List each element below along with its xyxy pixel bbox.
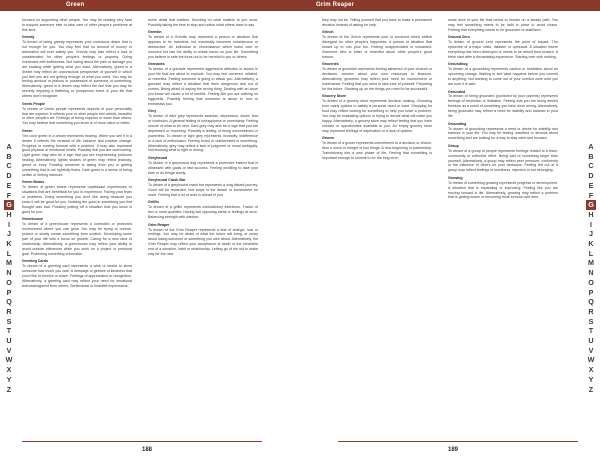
entry-term: Grenades [148, 62, 165, 67]
entry-term: Greyhound [148, 155, 168, 160]
alpha-letter-u: U [6, 336, 12, 346]
header-bar [300, 0, 600, 11]
dictionary-entry [322, 18, 432, 28]
alphabet-index [586, 142, 596, 394]
alpha-letter-t: T [588, 326, 594, 336]
entry-definition: To dream of being greedy represents your conscious desire that is not enough for you. You may feel that no amount of money or admiration will ever satisfy you. Greedy may also reflect a lack of consideration for other people's feelings or property. Going overboard with selfishness. Not caring about the pain or damage you are causing while getting what you want. Alternatively, greed in a dream may reflect an unconscious perspective of yourself in which you feel you are not getting enough of what you need. You may be feeling anxious or jealous or possessive of someone or something. Alternatively, greed in a dream may reflect the fact that you may be secretly enjoying a flattering or prosperous event in your life that others don't recognize. [22, 40, 132, 99]
dictionary-entry [22, 180, 132, 214]
dictionary-entry [22, 18, 132, 33]
entry-term: Greyhound Crash Bar [148, 178, 186, 183]
text-column-1 [22, 18, 132, 291]
entry-term: Grocery Store [322, 94, 346, 99]
dictionary-entry [148, 223, 258, 257]
entry-definition: To dream of the Grinch represents your or someone else's selfish disregard for other people's happiness. A person or situation that shows up to ruin your fun. Feeling unappreciated or unwanted. Someone who is bitter or resentful about other people's good fortune. [322, 35, 432, 59]
entry-definition: To dream of a Gremlin may represent a person or situation that appears to be harmless, but eventually becomes mischievous or destructive. An individual or circumstance which looks cute or innocent but has the ability to wreak havoc on your life. Something you believe is safe but turns out to be harmful to you or others. [148, 35, 258, 59]
dictionary-entry [148, 156, 258, 176]
alpha-letter-r: R [6, 306, 12, 316]
entry-definition: To dream of a grenade represents aggressive attitudes or issues in your life that are about to explode. You may feel cornered, irritated, or resentful. Feeling someone is going to attack you. Alternatively, a grenade may reflect a situation that feels dangerous and out of control. Being afraid of saying the wrong thing. Dealing with an issue you know will cause a lot of conflict. Feeling like you are walking on eggshells. Possibly feeling that someone is about to hurt or embarrass you. [148, 67, 258, 106]
alpha-letter-s: S [6, 316, 12, 326]
entry-definition: To dream of a groundhog represents caution or hesitation about an upcoming change. Waiting to see what happens before you commit to anything. Not wanting to come out of your comfort zone until you are sure it is safe. [448, 67, 558, 87]
entry-term: Grounding [448, 121, 467, 126]
dictionary-entry [22, 102, 132, 127]
entry-definition: The color green in a dream represents healing. When you see it in a dream it reflects the renewal of life, balance and positive change. Progress or moving forward with a problem. It may also represent good physical or emotional health. Possibly that you are overcoming. Light green may also be a sign that you are experiencing profound healing. Alternatively, lighter shades of green may reflect jealousy, greed or envy. Possibly someone is taking from you or getting something that is not rightfully theirs. Dark green is a sense of being selfish or feeling insecure. [22, 133, 132, 177]
entry-term: Green Beans [22, 180, 45, 185]
dictionary-entry [448, 62, 558, 87]
dictionary-entry [148, 62, 258, 106]
page-number: 189 [448, 447, 459, 453]
dictionary-entry [322, 30, 432, 59]
entry-definition: To dream of grounding represents a need or desire for stability and balance in your life. You may be feeling unsettled or anxious about something and are looking for a way to stay calm and focused. [448, 126, 558, 141]
alpha-letter-w: W [5, 355, 13, 365]
entry-definition: To dream of green beans represents unpleasant experiences or situations that are beneficial for you to experience. Facing your fears or problems. Doing something you don't like doing because you know it will be good for you. Noticing the good in something you first thought was bad. Possibly putting off a situation that you know is good for you. [22, 185, 132, 214]
dictionary-entry [448, 176, 558, 201]
dictionary-entry [148, 178, 258, 198]
entry-term: Groceries [322, 62, 339, 67]
entry-term: Grey [148, 109, 157, 114]
entry-definition: they may not be. Telling yourself that you have to make a permanent decision instead of asking for help. [322, 18, 432, 27]
alpha-letter-g: G [4, 200, 14, 210]
text-column-1 [322, 18, 432, 163]
alpha-letter-o: O [588, 277, 594, 287]
alpha-letter-e: E [588, 180, 594, 190]
entry-term: Green [22, 128, 33, 133]
entry-term: Greenhouse [22, 217, 43, 222]
entry-definition: To dream of being grounded (punished by your parents) represents feelings of restriction or limitation. Feeling that you are being denied freedom as a result of something you have done wrong. Alternatively, being grounded may reflect a need for stability and balance in your life. [448, 94, 558, 119]
entry-definition: some detail that matters. Deciding on what matters to you most. Possibly taking the time to stop and notice what others have to say. [148, 18, 258, 27]
alpha-letter-z: Z [588, 384, 594, 394]
dictionary-entry [148, 109, 258, 153]
alpha-letter-t: T [6, 326, 12, 336]
alpha-letter-n: N [588, 268, 594, 278]
footer-rule [338, 441, 578, 442]
entry-term: Grim Reaper [148, 222, 170, 227]
dictionary-entry [22, 217, 132, 256]
entry-term: Grinch [322, 30, 334, 35]
entry-term: Growing [448, 175, 463, 180]
alpha-letter-h: H [588, 209, 594, 219]
entry-term: Greedy [22, 35, 35, 40]
header-bar [0, 0, 300, 11]
dictionary-entry [148, 18, 258, 28]
alpha-letter-h: H [6, 209, 12, 219]
alpha-letter-a: A [6, 142, 12, 151]
dictionary-entry [448, 18, 558, 33]
alpha-letter-b: B [588, 151, 594, 161]
dictionary-entry [322, 94, 432, 133]
alpha-letter-m: M [588, 258, 594, 268]
entry-definition: To dream of a greyhound crash bar represents a long distant journey. Good will be rewarded, bus stops in the dream or somewhere en route. Feeling that a lot of work is ahead of you. [148, 183, 258, 197]
alpha-letter-q: Q [6, 297, 12, 307]
alpha-letter-q: Q [588, 297, 594, 307]
alpha-letter-w: W [587, 355, 595, 365]
alpha-letter-p: P [588, 287, 594, 297]
entry-term: Group [448, 143, 459, 148]
alpha-letter-i: I [590, 219, 592, 229]
footer-rule [22, 441, 262, 442]
dictionary-entry [322, 62, 432, 91]
running-head: Green [66, 1, 85, 8]
alpha-letter-l: L [6, 248, 12, 258]
alpha-letter-z: Z [6, 384, 12, 394]
text-column-2 [148, 18, 258, 260]
alpha-letter-j: J [7, 229, 11, 239]
alpha-letter-k: K [588, 239, 594, 249]
alpha-letter-y: Y [6, 374, 12, 384]
alpha-letter-f: F [588, 190, 594, 200]
alpha-letter-e: E [6, 180, 12, 190]
right-page [300, 0, 600, 466]
alpha-letter-s: S [588, 316, 594, 326]
dictionary-entry [22, 259, 132, 288]
text-column-2 [448, 18, 558, 203]
alpha-letter-b: B [6, 151, 12, 161]
entry-term: Groom [322, 136, 334, 141]
dictionary-entry [448, 122, 558, 142]
entry-definition: To dream of a group of people represents feelings related to a team, community or collective effort. Being part of something larger than yourself. Alternatively, a group may reflect peer pressure, conformity or the influence of others on your decisions. Feeling left out of a group may reflect feelings of loneliness, rejection or not belonging. [448, 148, 558, 173]
alpha-letter-j: J [589, 229, 593, 239]
entry-definition: To dream of the Grim Reaper represents a fear of change, loss or endings. You may be afraid of what the future will bring, or worry about losing someone or something you care about. Alternatively, the Grim Reaper may reflect your acceptance of death or the inevitable end of a situation, habit or relationship. Letting go of the old to make way for the new. [148, 227, 258, 257]
alpha-letter-v: V [6, 345, 12, 355]
alpha-letter-y: Y [588, 374, 594, 384]
dictionary-entry [22, 35, 132, 99]
entry-term: Greeting Cards [22, 259, 48, 264]
entry-definition: To dream of a griffin represents contradictory intentions. Fusion of two or more qualities. Having two opposing ideas or feelings at once. Balancing strength with wisdom. [148, 205, 258, 220]
alpha-letter-p: P [6, 287, 12, 297]
alpha-letter-u: U [588, 336, 594, 346]
entry-definition: To dream of dark grey represents sadness, depression, doubt, fear or confusion. A general feeling of unhappiness or uncertainty. Feeling unsure of what to do next. Dark grey may also be a sign that you are depressed or mourning. Possibly a feeling of being overwhelmed or powerless. To dream of light grey represents neutrality, indifference or a lack of enthusiasm. Feeling bored or uninterested in something. Alternatively, grey may reflect a lack of judgment or moral ambiguity. Not knowing what is right or wrong. [148, 114, 258, 153]
entry-definition: To dream of a greenhouse represents a controlled or protected environment where you can grow. You may be trying to nurture, protect or slowly create something from scratch. Developing some part of your life with a focus on growth. Caring for a new idea or relationship. Alternatively, a greenhouse may reflect your ability to avoid outside influences while you work on a project or personal goal. Protecting something vulnerable. [22, 222, 132, 256]
alpha-letter-c: C [6, 161, 12, 171]
alpha-letter-i: I [8, 219, 10, 229]
entry-definition: To dream of groceries represents feeling ashamed of your choices or decisions, concern about your own resources or finances. Alternatively, groceries may reflect your need for nourishment or sustenance. Feeling that you need to take care of yourself. Preparing for the future. Stocking up on the things you need to be successful. [322, 67, 432, 91]
entry-definition: To dream of Greek people represents aspects of your personality that are superior. It reflects your or other people feel artistic, beautiful or other people's art. Feelings of being superior or wiser than others. You may believe that something you know is of more value or better. [22, 106, 132, 126]
dictionary-entry [22, 129, 132, 178]
alpha-letter-c: C [588, 161, 594, 171]
alpha-letter-a: A [588, 142, 594, 151]
alpha-letter-x: X [588, 365, 594, 375]
dictionary-entry [448, 35, 558, 60]
entry-term: Griffin [148, 200, 159, 205]
entry-term: Greek People [22, 101, 45, 106]
alpha-letter-r: R [588, 306, 594, 316]
dictionary-entry [148, 30, 258, 59]
alpha-letter-l: L [588, 248, 594, 258]
entry-definition: To dream of a grocery store represents decision making. Choosing from many options to satisfy a personal need or want. Shopping for food may reflect looking for something to help you solve a problem. You may be evaluating options or trying to decide what will make you happy. Alternatively, a grocery store may reflect feeling that you have choices or opportunities available to you. An empty grocery store may represent feelings of deprivation or a lack of options. [322, 99, 432, 133]
alpha-letter-x: X [6, 365, 12, 375]
dictionary-entry [322, 136, 432, 161]
alpha-letter-n: N [6, 268, 12, 278]
dictionary-entry [448, 90, 558, 119]
alpha-letter-d: D [588, 171, 594, 181]
entry-definition: To dream of a greyhound dog represents a protective instinct that is obsessed with goals or fast success. Feeling unwilling to take your time or do things slowly. [148, 160, 258, 175]
entry-definition: To dream of a greeting card represents a wish or desire to show someone how much you care. A message or gesture of kindness that you'd like to receive or share. Feelings of appreciation or recognition. Alternatively, a greeting card may reflect your need for emotional acknowledgment from others. Sentimental or heartfelt expressions. [22, 264, 132, 288]
entry-term: Gremlin [148, 30, 162, 35]
page-number: 188 [142, 447, 153, 453]
entry-definition: some area of your life that needs to remain on a steady path. You may feel something needs to be held in place to avoid chaos. Feeling that everything needs to be grounded or stabilized. [448, 18, 558, 32]
entry-definition: To dream of ground zero represents the point of impact. The epicentre of a major crisis, disaster or upheaval. A situation where everything has been destroyed or needs to be rebuilt from scratch. A fresh start after a devastating experience. Starting over with nothing. [448, 40, 558, 59]
alphabet-index [4, 142, 14, 394]
alpha-letter-f: F [6, 190, 12, 200]
entry-definition: focused on supporting other people. You may be reading very hard to support someone else or take care of other people's problems at this time. [22, 18, 132, 32]
entry-term: Groundhog [448, 62, 468, 67]
alpha-letter-g: G [586, 200, 596, 210]
alpha-letter-d: D [6, 171, 12, 181]
alpha-letter-k: K [6, 239, 12, 249]
entry-definition: To dream of something growing represents progress or development. A situation that is expanding or improving. Feeling like you are moving forward in life. Alternatively, growing may reflect a problem that is getting worse or becoming more serious over time. [448, 180, 558, 200]
alpha-letter-o: O [6, 277, 12, 287]
dictionary-entry [148, 200, 258, 220]
dictionary-entry [448, 144, 558, 173]
alpha-letter-v: V [588, 345, 594, 355]
entry-term: Grounded [448, 89, 466, 94]
running-head: Grim Reaper [316, 1, 355, 8]
entry-term: Ground Zero [448, 35, 470, 40]
entry-definition: To dream of a groom represents commitment to a decision or choice. Also a union or merger of two things. A new beginning or partnership. Transitioning into a new phase of life. Feeling that something is important enough to commit to for the long term. [322, 141, 432, 160]
alpha-letter-m: M [6, 258, 12, 268]
